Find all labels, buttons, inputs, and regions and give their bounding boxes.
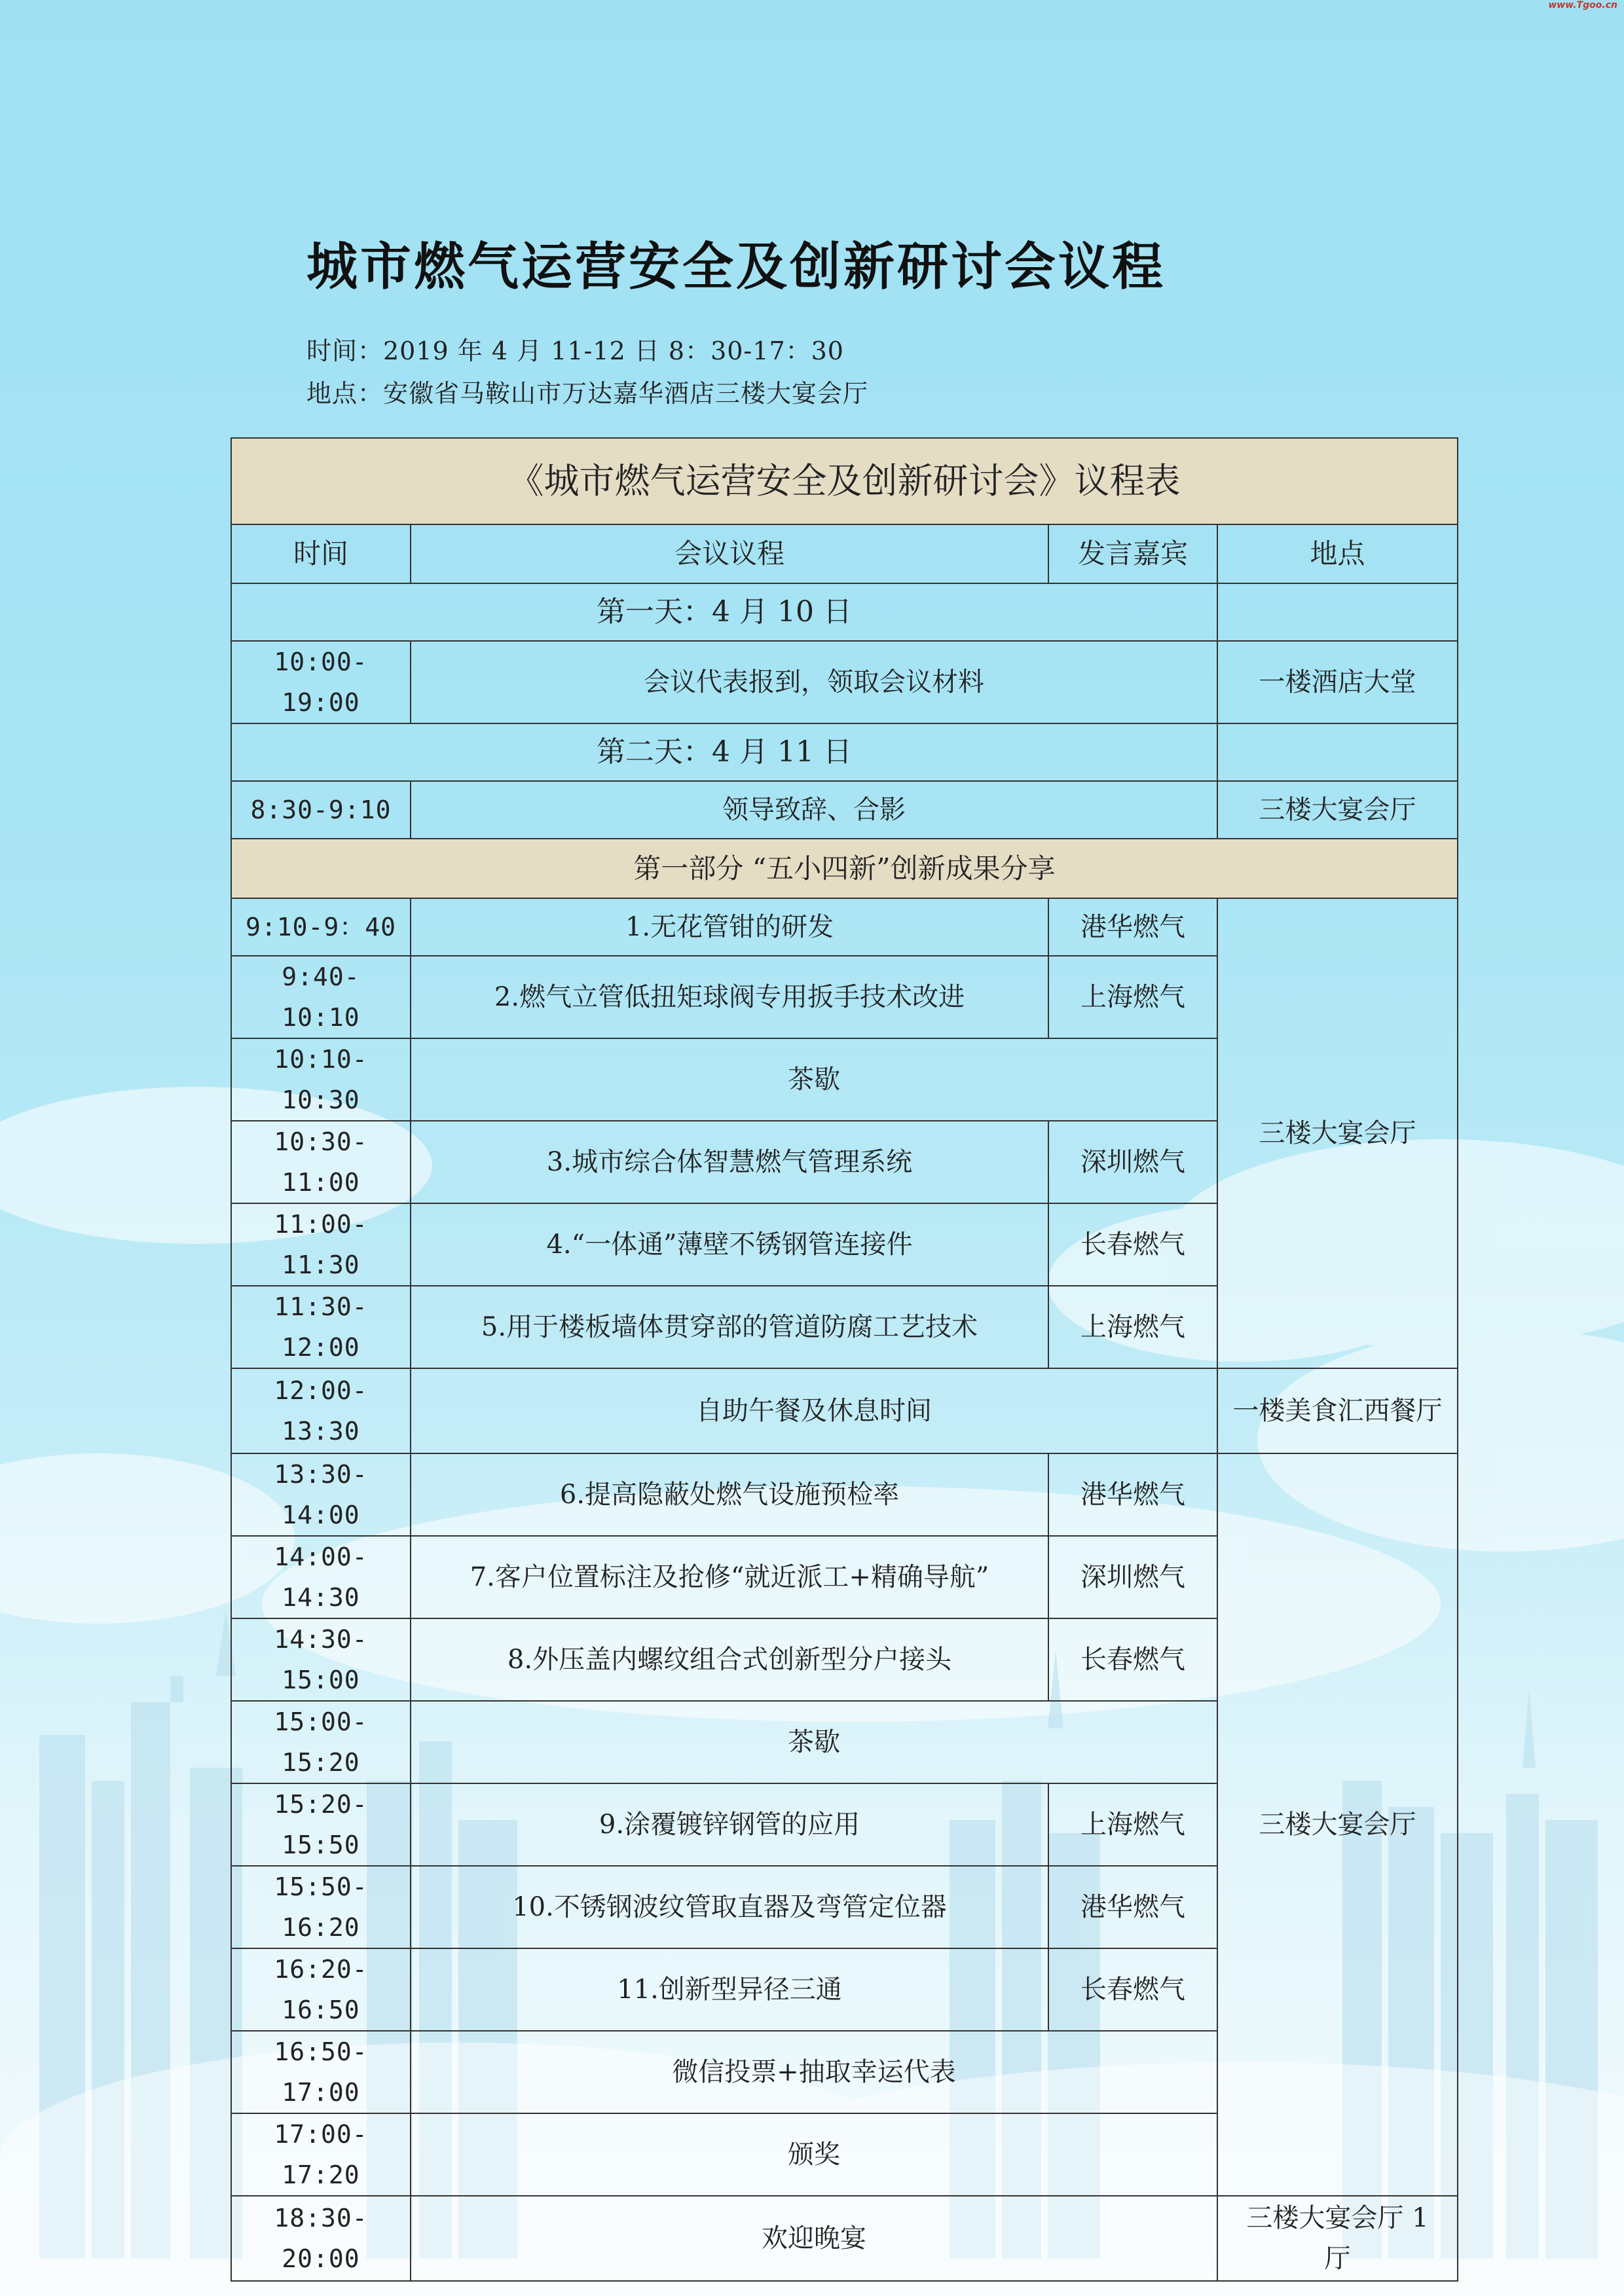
table-row: [231, 2196, 1458, 2281]
row-time: 16:50-17:00: [231, 2031, 411, 2113]
table-row: [231, 1453, 1458, 1536]
day-row: [231, 723, 1458, 781]
row-location: 三楼大宴会厅: [1217, 781, 1458, 839]
row-topic: 5.用于楼板墙体贯穿部的管道防腐工艺技术: [411, 1286, 1048, 1368]
row-time: 17:00-17:20: [231, 2113, 411, 2196]
watermark-text: www.Tgoo.cn: [1548, 0, 1617, 10]
row-time: 13:30-14:00: [231, 1453, 411, 1536]
row-time: 11:00-11:30: [231, 1203, 411, 1286]
section-row: [231, 839, 1458, 898]
row-topic: 10.不锈钢波纹管取直器及弯管定位器: [411, 1866, 1048, 1948]
day-label: 第一天：4 月 10 日: [231, 583, 1217, 641]
header-topic: 会议议程: [411, 524, 1048, 583]
row-time: 10:10-10:30: [231, 1038, 411, 1121]
row-time: 15:20-15:50: [231, 1783, 411, 1866]
row-speaker: 长春燃气: [1048, 1618, 1217, 1701]
row-time: 10:30-11:00: [231, 1121, 411, 1203]
table-header-row: [231, 524, 1458, 583]
row-time: 14:00-14:30: [231, 1536, 411, 1618]
row-topic: 8.外压盖内螺纹组合式创新型分户接头: [411, 1618, 1048, 1701]
row-topic: 微信投票+抽取幸运代表: [411, 2031, 1217, 2113]
table-row: [231, 641, 1458, 723]
table-row: [231, 1368, 1458, 1453]
row-time: 16:20-16:50: [231, 1948, 411, 2031]
agenda-table: [231, 437, 1458, 2282]
header-location: 地点: [1217, 524, 1458, 583]
table-row: [231, 898, 1458, 956]
row-location: 一楼酒店大堂: [1217, 641, 1458, 723]
day-label: 第二天：4 月 11 日: [231, 723, 1217, 781]
row-speaker: 长春燃气: [1048, 1203, 1217, 1286]
row-speaker: 上海燃气: [1048, 1286, 1217, 1368]
row-topic: 4.“一体通”薄壁不锈钢管连接件: [411, 1203, 1048, 1286]
meeting-place: 地点：安徽省马鞍山市万达嘉华酒店三楼大宴会厅: [306, 379, 869, 408]
row-speaker: 深圳燃气: [1048, 1121, 1217, 1203]
row-topic: 9.涂覆镀锌钢管的应用: [411, 1783, 1048, 1866]
row-location-merged: 三楼大宴会厅: [1217, 898, 1458, 1368]
day-row: [231, 583, 1458, 641]
row-speaker: 港华燃气: [1048, 1453, 1217, 1536]
row-speaker: 港华燃气: [1048, 898, 1217, 956]
row-speaker: 深圳燃气: [1048, 1536, 1217, 1618]
row-time: 9:10-9：40: [231, 898, 411, 956]
header-time: 时间: [231, 524, 411, 583]
empty-cell: [1217, 723, 1458, 781]
row-topic: 会议代表报到，领取会议材料: [411, 641, 1217, 723]
row-topic: 颁奖: [411, 2113, 1217, 2196]
row-topic: 3.城市综合体智慧燃气管理系统: [411, 1121, 1048, 1203]
row-topic: 茶歇: [411, 1701, 1217, 1783]
row-topic: 7.客户位置标注及抢修“就近派工+精确导航”: [411, 1536, 1048, 1618]
row-speaker: 上海燃气: [1048, 956, 1217, 1038]
row-topic: 领导致辞、合影: [411, 781, 1217, 839]
row-topic: 6.提高隐蔽处燃气设施预检率: [411, 1453, 1048, 1536]
row-topic: 11.创新型异径三通: [411, 1948, 1048, 2031]
row-speaker: 上海燃气: [1048, 1783, 1217, 1866]
empty-cell: [1217, 583, 1458, 641]
row-location-merged: 三楼大宴会厅: [1217, 1453, 1458, 2196]
row-topic: 欢迎晚宴: [411, 2196, 1217, 2281]
row-topic: 2.燃气立管低扭矩球阀专用扳手技术改进: [411, 956, 1048, 1038]
row-time: 15:00-15:20: [231, 1701, 411, 1783]
row-time: 10:00-19:00: [231, 641, 411, 723]
row-location: 一楼美食汇西餐厅: [1217, 1368, 1458, 1453]
row-time: 12:00-13:30: [231, 1368, 411, 1453]
row-topic: 茶歇: [411, 1038, 1217, 1121]
row-time: 14:30-15:00: [231, 1618, 411, 1701]
row-speaker: 长春燃气: [1048, 1948, 1217, 2031]
table-row: [231, 781, 1458, 839]
row-topic: 自助午餐及休息时间: [411, 1368, 1217, 1453]
table-caption: 《城市燃气运营安全及创新研讨会》议程表: [231, 438, 1458, 524]
row-time: 9:40-10:10: [231, 956, 411, 1038]
section-label: 第一部分 “五小四新”创新成果分享: [231, 839, 1458, 898]
table-caption-row: [231, 438, 1458, 524]
row-time: 18:30-20:00: [231, 2196, 411, 2281]
row-time: 15:50-16:20: [231, 1866, 411, 1948]
row-time: 8:30-9:10: [231, 781, 411, 839]
row-speaker: 港华燃气: [1048, 1866, 1217, 1948]
header-speaker: 发言嘉宾: [1048, 524, 1217, 583]
meeting-time: 时间：2019 年 4 月 11-12 日 8：30-17：30: [306, 337, 844, 365]
document-title: 城市燃气运营安全及创新研讨会议程: [306, 237, 1166, 297]
row-topic: 1.无花管钳的研发: [411, 898, 1048, 956]
row-time: 11:30-12:00: [231, 1286, 411, 1368]
row-location: 三楼大宴会厅 1 厅: [1217, 2196, 1458, 2281]
